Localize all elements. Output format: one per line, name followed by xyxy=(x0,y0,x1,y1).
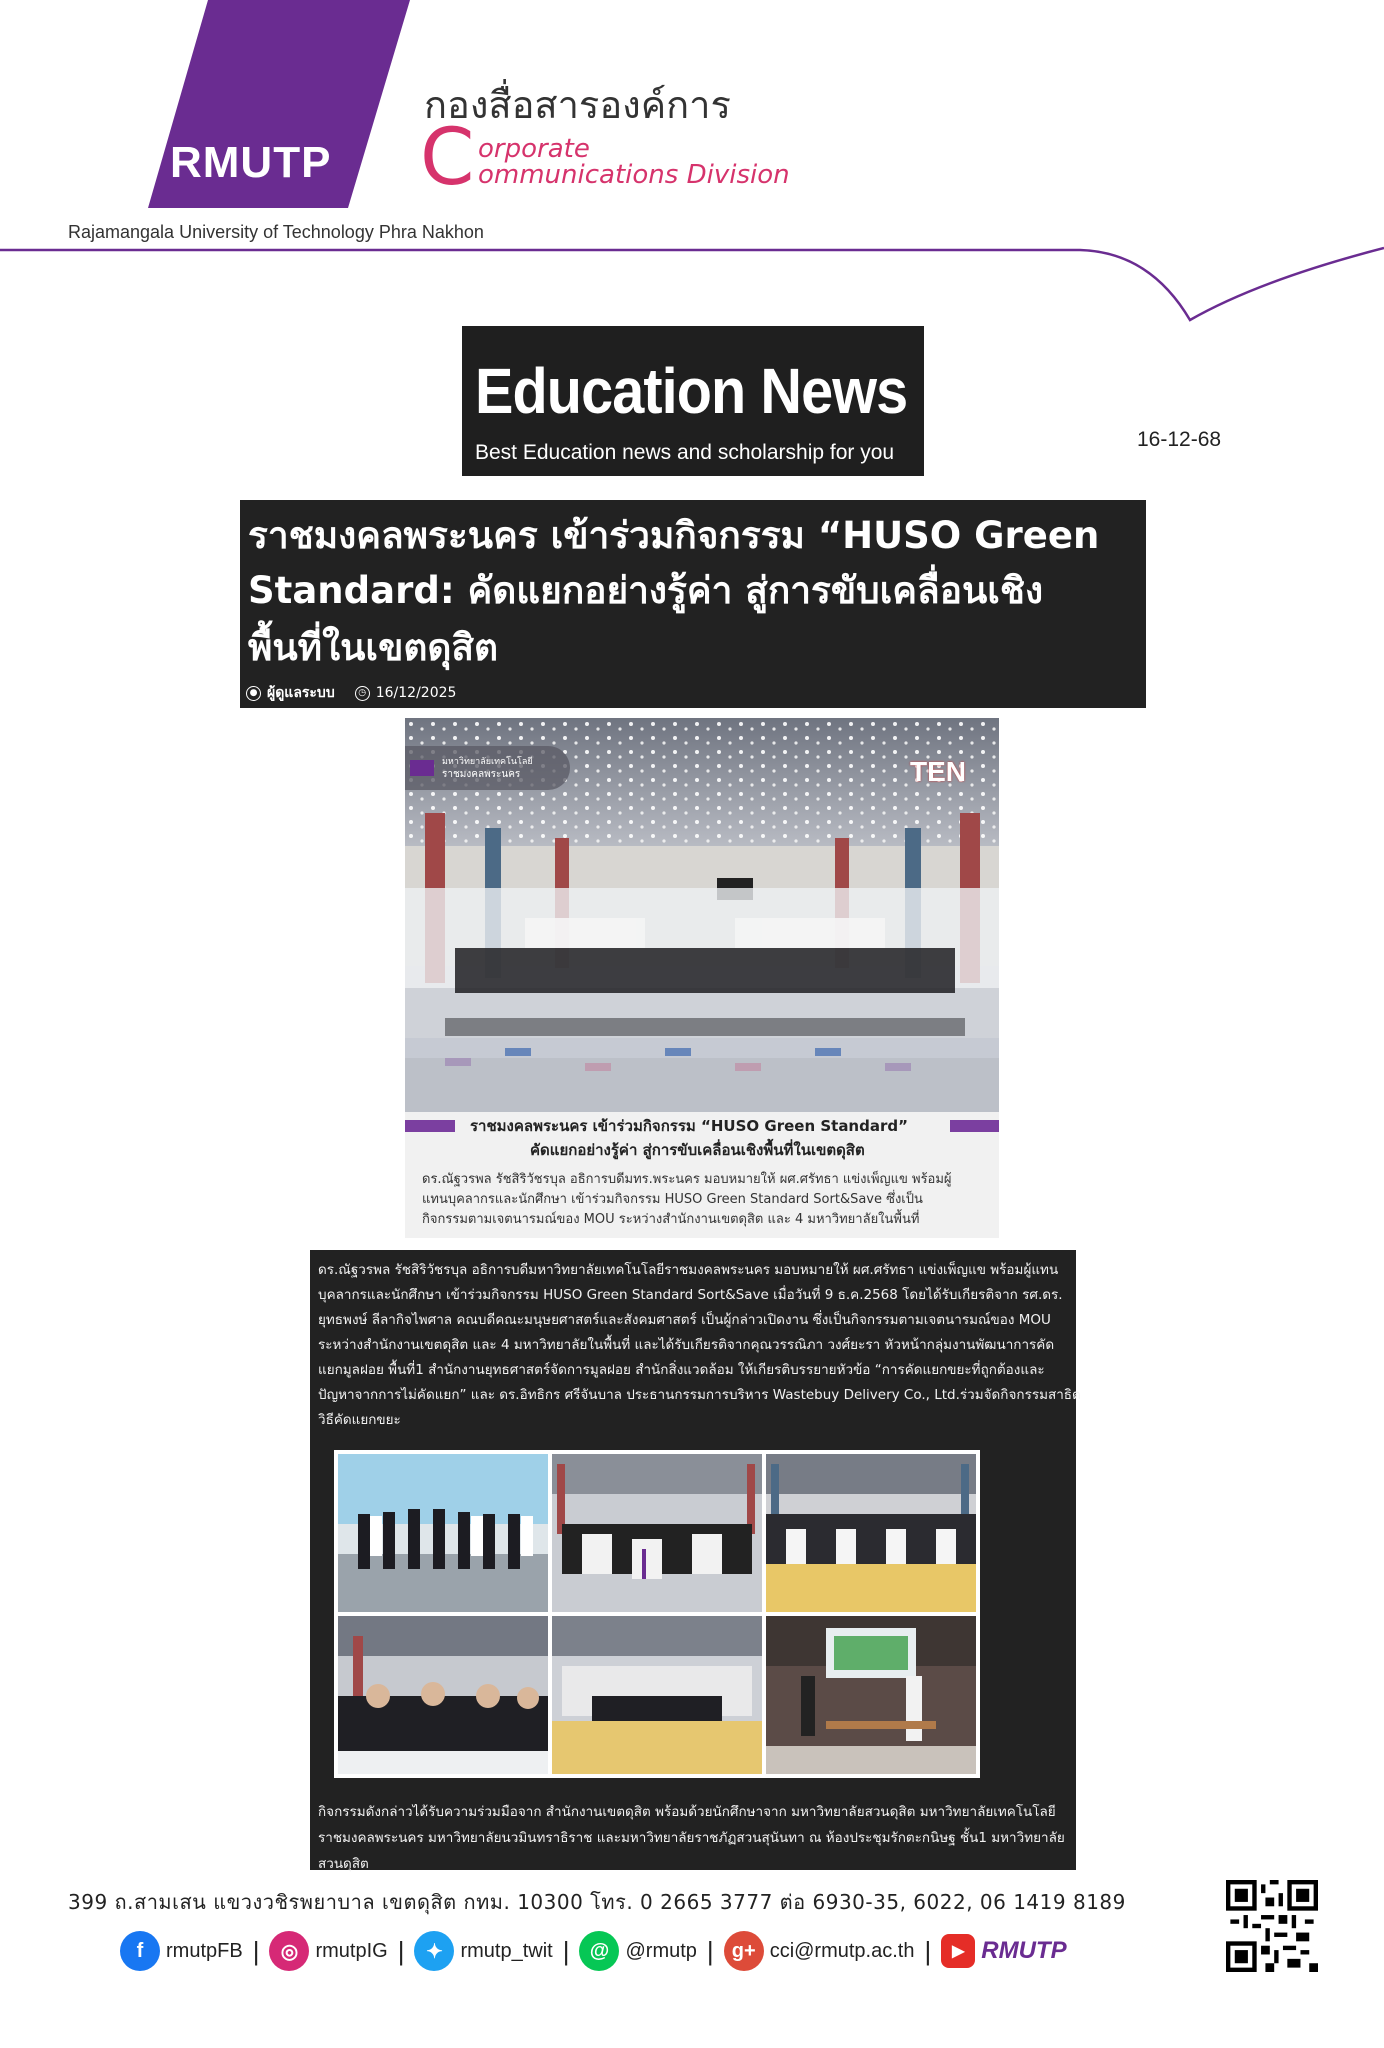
social-label: rmutpFB xyxy=(166,1939,243,1962)
separator: | xyxy=(706,1935,714,1966)
google-plus-icon: g+ xyxy=(724,1931,764,1971)
separator: | xyxy=(397,1935,405,1966)
gallery-photo-4 xyxy=(338,1616,548,1774)
division-english-line1: orporate xyxy=(478,134,590,164)
social-google-plus[interactable] xyxy=(724,1931,915,1971)
article-paragraph-line: บุคลากรและนักศึกษา เข้าร่วมกิจกรรม HUSO Green Standard Sort&Save เมื่อวันที่ 9 ธ.ค.2568 โดยได้รับเกียรติจาก รศ.ดร. xyxy=(318,1287,1063,1303)
social-label: rmutpIG xyxy=(315,1939,388,1962)
twitter-icon: ✦ xyxy=(414,1931,454,1971)
social-instagram[interactable] xyxy=(269,1931,387,1971)
article-paragraph-line: ระหว่างสำนักงานเขตดุสิต และ 4 มหาวิทยาลัยในพื้นที่ และได้รับเกียรติจากคุณวรรณิภา วงศ์ยะรา หัวหน้ากลุ่มงานพัฒนาการคัด xyxy=(318,1337,1055,1353)
qr-code[interactable] xyxy=(1226,1880,1318,1972)
youtube-icon: ▶ xyxy=(941,1934,975,1968)
gallery-photo-6 xyxy=(766,1616,976,1774)
clock-icon: ◷ xyxy=(355,686,370,701)
caption-title-line2: คัดแยกอย่างรู้ค่า สู่การขับเคลื่อนเชิงพื้นที่ในเขตดุสิต xyxy=(530,1141,865,1159)
article-paragraph-line: แยกมูลฝอย พื้นที่1 สำนักงานยุทธศาสตร์จัดการมูลฝอย สำนักสิ่งแวดล้อม ให้เกียรติบรรยายหัวข้อ “การคัดแยกขยะที่ถูกต้องและ xyxy=(318,1362,1045,1378)
ten-logo: TEN xyxy=(910,756,966,787)
social-label: cci@rmutp.ac.th xyxy=(769,1939,915,1962)
contact-address: 399 ถ.สามเสน แขวงวชิรพยาบาล เขตดุสิต กทม. 10300 โทร. 0 2665 3777 ต่อ 6930-35, 6022, 06 1419 8189 xyxy=(68,1890,1126,1914)
banner-subtitle: Best Education news and scholarship for you xyxy=(475,441,895,464)
facebook-icon: f xyxy=(120,1931,160,1971)
social-youtube[interactable] xyxy=(941,1934,1066,1968)
article-meta xyxy=(246,682,456,704)
caption-title-line1: ราชมงคลพระนคร เข้าร่วมกิจกรรม “HUSO Green Standard” xyxy=(470,1117,908,1135)
separator: | xyxy=(924,1935,932,1966)
caption-body-line1: ดร.ณัฐวรพล รัชสิริวัชรบุล อธิการบดีมทร.พระนคร มอบหมายให้ ผศ.ศรัทธา แข่งเพ็ญแข พร้อมผู้ xyxy=(422,1172,952,1187)
headline-line-1: ราชมงคลพระนคร เข้าร่วมกิจกรรม “HUSO Green xyxy=(248,514,1100,557)
gallery-photo-2 xyxy=(552,1454,762,1612)
badge-text-line1: มหาวิทยาลัยเทคโนโลยี xyxy=(442,757,533,767)
rmutp-mini-logo xyxy=(410,760,434,776)
user-icon: ● xyxy=(246,686,261,701)
separator: | xyxy=(562,1935,570,1966)
social-label: rmutp_twit xyxy=(460,1939,553,1962)
caption-body-line3: กิจกรรมตามเจตนารมณ์ของ MOU ระหว่างสำนักงานเขตดุสิต และ 4 มหาวิทยาลัยในพื้นที่ xyxy=(422,1212,920,1227)
article-paragraph-line: ยุทธพงษ์ ลีลากิจไพศาล คณบดีคณะมนุษยศาสตร์และสังคมศาสตร์ เป็นผู้กล่าวเปิดงาน ซึ่งเป็นกิจกรรมตามเจตนารมณ์ของ MOU xyxy=(318,1312,1051,1328)
article-paragraph-line: วิธีคัดแยกขยะ xyxy=(318,1412,401,1428)
gallery-photo-3 xyxy=(766,1454,976,1612)
article-paragraph-line: ดร.ณัฐวรพล รัชสิริวัชรบุล อธิการบดีมหาวิทยาลัยเทคโนโลยีราชมงคลพระนคร มอบหมายให้ ผศ.ศรัทธา แข่งเพ็ญแข พร้อมผู้แทน xyxy=(318,1262,1059,1278)
separator: | xyxy=(252,1935,260,1966)
article-date: 16/12/2025 xyxy=(375,685,457,701)
caption-accent-bar-left xyxy=(405,1120,455,1132)
caption-accent-bar-right xyxy=(950,1120,999,1132)
gallery-photo-5 xyxy=(552,1616,762,1774)
instagram-icon: ◎ xyxy=(269,1931,309,1971)
headline-line-3: พื้นที่ในเขตดุสิต xyxy=(248,626,499,669)
banner-title: Education News xyxy=(475,355,908,427)
gallery-photo-1 xyxy=(338,1454,548,1612)
header-divider-curve xyxy=(0,200,1384,330)
issue-date: 16-12-68 xyxy=(1137,428,1222,451)
university-name: Rajamangala University of Technology Phra Nakhon xyxy=(68,222,484,242)
social-facebook[interactable] xyxy=(120,1931,243,1971)
division-english-line2: ommunications Division xyxy=(478,160,790,190)
division-thai-name: กองสื่อสารองค์การ xyxy=(424,83,731,127)
badge-text-line2: ราชมงคลพระนคร xyxy=(442,769,521,780)
social-label: @rmutp xyxy=(625,1939,697,1962)
division-initial: C xyxy=(420,113,475,203)
article-footer-line: สวนดุสิต xyxy=(318,1856,369,1872)
article-footer-line: ราชมงคลพระนคร มหาวิทยาลัยนวมินทราธิราช และมหาวิทยาลัยราชภัฏสวนสุนันทา ณ ห้องประชุมรักตะกนิษฐ ชั้น1 มหาวิทยาลัย xyxy=(318,1830,1065,1846)
caption-body-line2: แทนบุคลากรและนักศึกษา เข้าร่วมกิจกรรม HUSO Green Standard Sort&Save ซึ่งเป็น xyxy=(422,1192,923,1207)
article-author: ผู้ดูแลระบบ xyxy=(267,685,335,701)
article-footer-line: กิจกรรมดังกล่าวได้รับความร่วมมือจาก สำนักงานเขตดุสิต พร้อมด้วยนักศึกษาจาก มหาวิทยาลัยสวนดุสิต มหาวิทยาลัยเทคโนโลยี xyxy=(318,1804,1056,1820)
line-icon: @ xyxy=(579,1931,619,1971)
social-twitter[interactable] xyxy=(414,1931,552,1971)
social-label: RMUTP xyxy=(981,1937,1067,1964)
social-links xyxy=(120,1928,1067,1974)
rmutp-logo-text: RMUTP xyxy=(170,138,332,187)
social-line[interactable] xyxy=(579,1931,696,1971)
article-paragraph-line: ปัญหาจากการไม่คัดแยก” และ ดร.อิทธิกร ศรีจันบาล ประธานกรรมการบริหาร Wastebuy Delivery Co., Ltd.ร่วมจัดกิจกรรมสาธิต xyxy=(318,1387,1081,1403)
headline-line-2: Standard: คัดแยกอย่างรู้ค่า สู่การขับเคลื่อนเชิง xyxy=(248,569,1044,612)
photo-gallery xyxy=(334,1450,980,1778)
